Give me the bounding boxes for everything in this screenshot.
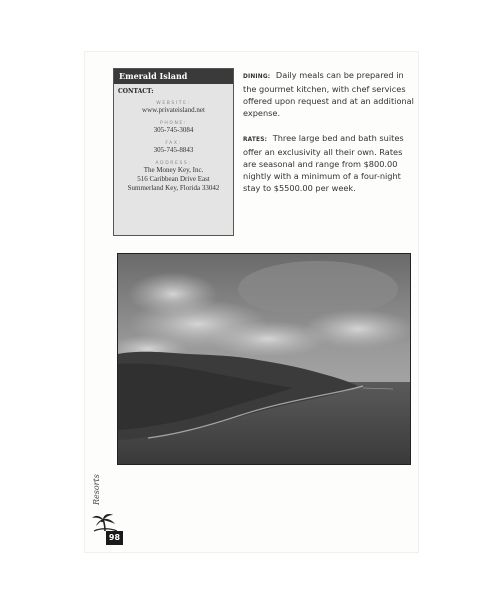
website-label: WEBSITE: [156, 101, 191, 106]
website-section [114, 101, 233, 115]
address-line-2: 516 Caribbean Drive East [137, 175, 210, 183]
rates-text: Three large bed and bath suites offer an exclusivity all their own. Rates are seasonal and range from $800.00 nightly with a minimum of a four-night stay to $5500.00 per week. [243, 133, 404, 193]
phone-label: PHONE: [160, 121, 187, 126]
rates-paragraph [243, 132, 415, 194]
body-text [243, 69, 415, 207]
contact-heading: CONTACT: [118, 88, 154, 95]
fax-value: 305-745-8843 [153, 146, 194, 154]
sidebar-title: Emerald Island [114, 69, 233, 84]
contact-sidebar [113, 68, 234, 236]
phone-section [114, 121, 233, 135]
fax-section [114, 141, 233, 155]
palm-tree-icon [91, 512, 119, 532]
address-line-1: The Money Key, Inc. [143, 166, 204, 174]
coastline-photo-image [118, 254, 410, 464]
dining-text: Daily meals can be prepared in the gourmet kitchen, with chef services offered upon request and at an additional expense. [243, 70, 414, 118]
rates-label: RATES: [243, 137, 268, 143]
address-label: ADDRESS: [155, 161, 192, 166]
address-section [114, 161, 233, 193]
section-label: Resorts [92, 474, 101, 505]
phone-value: 305-745-3084 [153, 126, 194, 134]
dining-paragraph [243, 69, 415, 119]
website-value[interactable]: www.privateisland.net [142, 106, 205, 114]
dining-label: DINING: [243, 74, 271, 80]
coastline-photo [117, 253, 411, 465]
address-line-3: Summerland Key, Florida 33042 [127, 184, 220, 192]
fax-label: FAX: [165, 141, 182, 146]
page-number: 98 [106, 531, 123, 545]
